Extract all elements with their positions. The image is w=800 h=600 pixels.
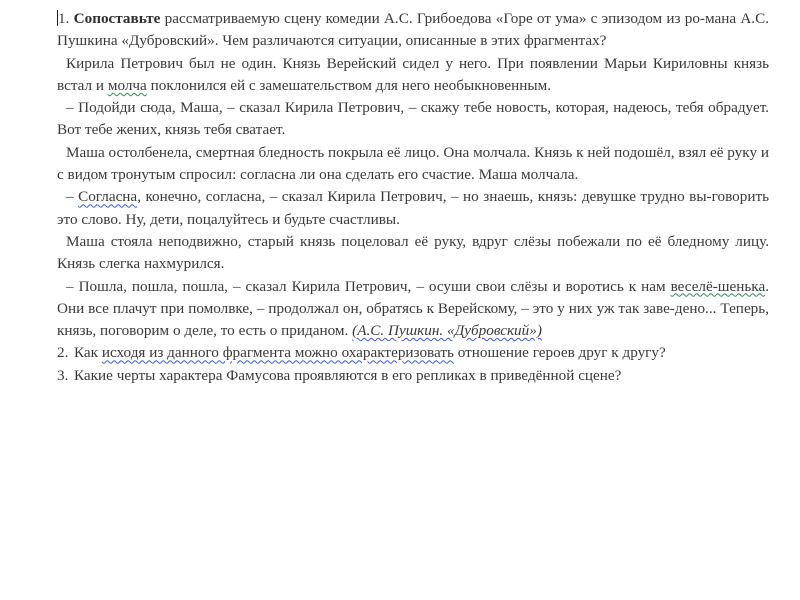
grammar-flag: молча [107, 76, 147, 94]
task-3 [57, 365, 769, 387]
task-1-text: рассматриваемую сцену комедии А.С. Грибоедова «Горе от ума» с эпизодом из ро-мана А.С. Пушкина «Дубровский». Чем различаются ситуации, описанные в этих фрагментах? [57, 10, 770, 50]
passage-text: , конечно, согласна, – сказал Кирила Петрович, – но знаешь, князь: девушке трудно вы-говорить это слово. Ну, дети, поцалуйтесь и будьте счастливы. [57, 188, 770, 228]
task-2-number: 2. [57, 344, 69, 362]
passage-text: . Они все плачут при помолвке, – продолжал он, обратясь к Верейскому, – это у них уж так заве-дено... Теперь, князь, поговорим о деле, то есть о приданом. [57, 277, 769, 340]
task-2 [57, 342, 769, 364]
task-2-text: отношение героев друг к другу? [453, 344, 666, 362]
passage-text: – [66, 188, 79, 206]
task-3-text: Какие черты характера Фамусова проявляются в его репликах в приведённой сцене? [74, 366, 622, 384]
passage-text: – Пошла, пошла, пошла, – сказал Кирила Петрович, – осуши свои слёзы и воротись к нам [66, 277, 671, 295]
task-1-number: 1. [58, 10, 70, 27]
source-citation: (А.С. Пушкин. «Дубровский») [352, 322, 542, 340]
passage-paragraph-2: – Подойди сюда, Маша, – сказал Кирила Петрович, – скажу тебе новость, которая, надеюсь, тебя обрадует. Вот тебе жених, князь тебя сватает. [57, 99, 769, 139]
passage-paragraph-4 [57, 186, 769, 231]
task-3-number: 3. [57, 366, 69, 384]
grammar-flag: Согласна [78, 188, 138, 206]
task-1-keyword: Сопоставьте [73, 10, 161, 27]
document-body [57, 8, 769, 387]
task-1 [57, 8, 769, 53]
passage-paragraph-5: Маша стояла неподвижно, старый князь поцеловал её руку, вдруг слёзы побежали по её бледному лицу. Князь слегка нахмурился. [57, 232, 769, 273]
grammar-flag: исходя из данного фрагмента можно охарактеризовать [101, 344, 454, 362]
passage-text: Кирила Петрович был не один. Князь Верейский сидел у него. При появлении Марьи Кириловны князь встал и [57, 54, 769, 94]
passage-paragraph-1 [57, 53, 769, 98]
spelling-flag: веселё-шенька [670, 277, 766, 295]
task-2-text: Как [74, 344, 102, 362]
passage-paragraph-6 [57, 276, 769, 343]
passage-text: поклонился ей с замешательством для него необыкновенным. [146, 76, 551, 94]
passage-paragraph-3: Маша остолбенела, смертная бледность покрыла её лицо. Она молчала. Князь к ней подошёл, взял её руку и с видом тронутым спросил: согласна ли она сделать его счастие. Маша молчала. [57, 143, 769, 184]
